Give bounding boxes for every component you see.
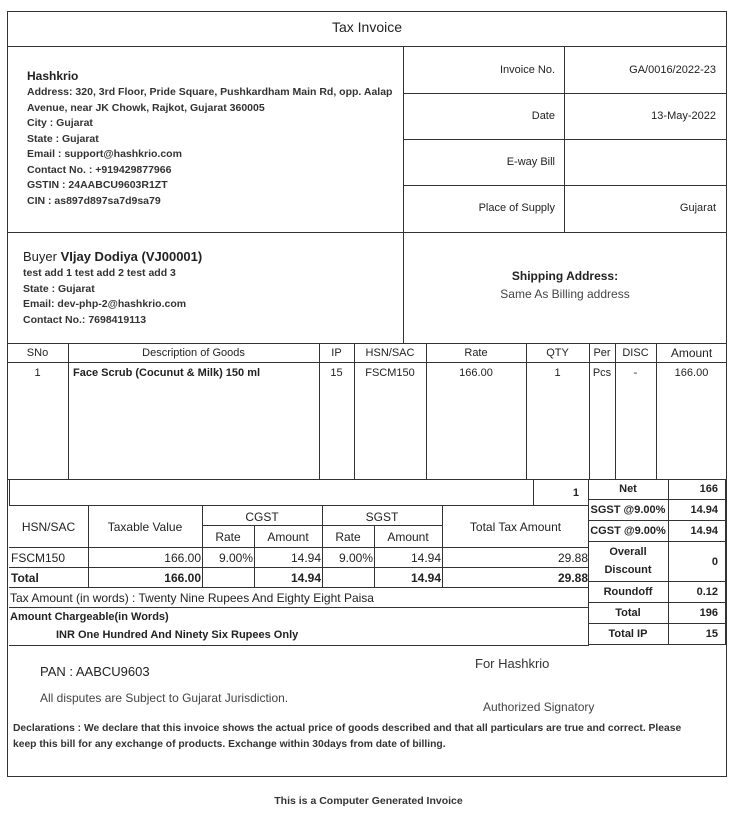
discount-label-1: Overall	[609, 546, 647, 558]
tax-total-label: Total	[11, 571, 39, 585]
buyer-name: VIjay Dodiya (VJ00001)	[60, 249, 203, 264]
col-sno: SNo	[26, 347, 49, 359]
cgst-rate-header: Rate	[215, 530, 241, 544]
tax-row-hsn: FSCM150	[11, 551, 66, 565]
buyer-state: State : Gujarat	[23, 282, 95, 295]
grand-total-label: Total	[615, 607, 641, 619]
col-hsn: HSN/SAC	[365, 347, 415, 359]
buyer-contact: Contact No.: 7698419113	[23, 313, 147, 326]
col-qty: QTY	[546, 347, 569, 359]
sgst-amount-header: Amount	[387, 530, 429, 544]
col-description: Description of Goods	[142, 347, 245, 359]
tax-taxable-header: Taxable Value	[107, 520, 183, 534]
disputes: All disputes are Subject to Gujarat Jurisdiction.	[40, 691, 289, 705]
seller-address-line1: Address: 320, 3rd Floor, Pride Square, Pushkardham Main Rd, opp. Aalap	[27, 86, 393, 98]
date-value: 13-May-2022	[651, 110, 716, 122]
sgst-summary-value: 14.94	[690, 504, 718, 516]
seller-name: Hashkrio	[27, 69, 79, 83]
tax-total-taxable: 166.00	[164, 571, 201, 585]
roundoff-value: 0.12	[696, 586, 718, 598]
row-amount: 166.00	[674, 367, 709, 379]
tax-row-sgst-rate: 9.00%	[338, 551, 373, 565]
discount-value: 0	[711, 556, 718, 568]
tax-row-total: 29.88	[557, 551, 588, 565]
seller-state: State : Gujarat	[27, 132, 99, 145]
total-ip-value: 15	[705, 628, 718, 640]
col-disc: DISC	[622, 347, 649, 359]
tax-total-cgst: 14.94	[290, 571, 321, 585]
row-description: Face Scrub (Cocunut & Milk) 150 ml	[73, 367, 261, 379]
buyer-address: test add 1 test add 2 test add 3	[23, 267, 176, 279]
total-qty: 1	[572, 487, 579, 499]
seller-gstin: GSTIN : 24AABCU9603R1ZT	[27, 179, 168, 191]
declaration-line1: Declarations : We declare that this invoice shows the actual price of goods described and that all particulars are true and correct. Please	[13, 723, 682, 734]
invoice-no-value: GA/0016/2022-23	[629, 64, 716, 76]
eway-label: E-way Bill	[506, 156, 555, 168]
invoice-no-label: Invoice No.	[499, 64, 555, 76]
tax-row-taxable: 166.00	[164, 551, 201, 565]
total-tax-header: Total Tax Amount	[469, 520, 562, 534]
buyer-email: Email: dev-php-2@hashkrio.com	[23, 298, 187, 310]
col-per: Per	[593, 347, 611, 359]
shipping-label: Shipping Address:	[511, 269, 619, 283]
sgst-header: SGST	[365, 510, 399, 524]
buyer-label: Buyer	[23, 249, 57, 264]
row-qty: 1	[554, 367, 561, 379]
computer-generated-note: This is a Computer Generated Invoice	[274, 795, 463, 807]
shipping-value: Same As Billing address	[500, 287, 630, 301]
seller-block	[27, 68, 407, 209]
cgst-summary-value: 14.94	[690, 525, 718, 537]
net-label: Net	[619, 483, 637, 495]
tax-amount-words: Tax Amount (in words) : Twenty Nine Rupees And Eighty Eight Paisa	[10, 591, 374, 605]
col-ip: IP	[331, 347, 342, 359]
grand-total-value: 196	[699, 607, 718, 619]
total-ip-label: Total IP	[608, 628, 648, 640]
tax-total-total: 29.88	[557, 571, 588, 585]
net-value: 166	[699, 483, 718, 495]
tax-hsn-header: HSN/SAC	[21, 520, 76, 534]
invoice-title: Tax Invoice	[331, 19, 403, 35]
seller-contact: Contact No. : +919429877966	[27, 163, 172, 176]
buyer-block	[23, 248, 398, 328]
sgst-rate-header: Rate	[335, 530, 361, 544]
sgst-summary-label: SGST @9.00%	[590, 504, 666, 516]
place-label: Place of Supply	[478, 202, 555, 214]
row-per: Pcs	[592, 367, 612, 379]
pan: PAN : AABCU9603	[40, 664, 150, 679]
col-amount: Amount	[670, 346, 713, 360]
declaration-line2: keep this bill for any exchange of products. Exchange within 30days from date of billing.	[13, 739, 446, 750]
tax-row-cgst-rate: 9.00%	[218, 551, 253, 565]
cgst-summary-label: CGST @9.00%	[590, 525, 666, 537]
authorized-signatory: Authorized Signatory	[483, 700, 595, 714]
amount-chargeable-label: Amount Chargeable(in Words)	[10, 611, 169, 623]
date-label: Date	[531, 110, 555, 122]
roundoff-label: Roundoff	[603, 586, 653, 598]
tax-row-sgst-amt: 14.94	[410, 551, 441, 565]
row-ip: 15	[330, 367, 343, 379]
place-value: Gujarat	[679, 202, 716, 214]
col-rate: Rate	[464, 347, 488, 359]
discount-label-2: Discount	[604, 564, 652, 576]
row-sno: 1	[34, 367, 41, 379]
row-hsn: FSCM150	[365, 367, 415, 379]
seller-email: Email : support@hashkrio.com	[27, 148, 182, 160]
seller-city: City : Gujarat	[27, 117, 93, 129]
amount-chargeable-words: INR One Hundred And Ninety Six Rupees Only	[56, 629, 299, 641]
row-rate: 166.00	[459, 367, 493, 379]
seller-address-line2: Avenue, near JK Chowk, Rajkot, Gujarat 360005	[27, 101, 265, 114]
for-company: For Hashkrio	[475, 656, 550, 671]
cgst-header: CGST	[245, 510, 279, 524]
tax-row-cgst-amt: 14.94	[290, 551, 321, 565]
tax-total-sgst: 14.94	[410, 571, 441, 585]
seller-cin: CIN : as897d897sa7d9sa79	[27, 194, 161, 207]
row-disc: -	[633, 367, 638, 379]
cgst-amount-header: Amount	[267, 530, 309, 544]
